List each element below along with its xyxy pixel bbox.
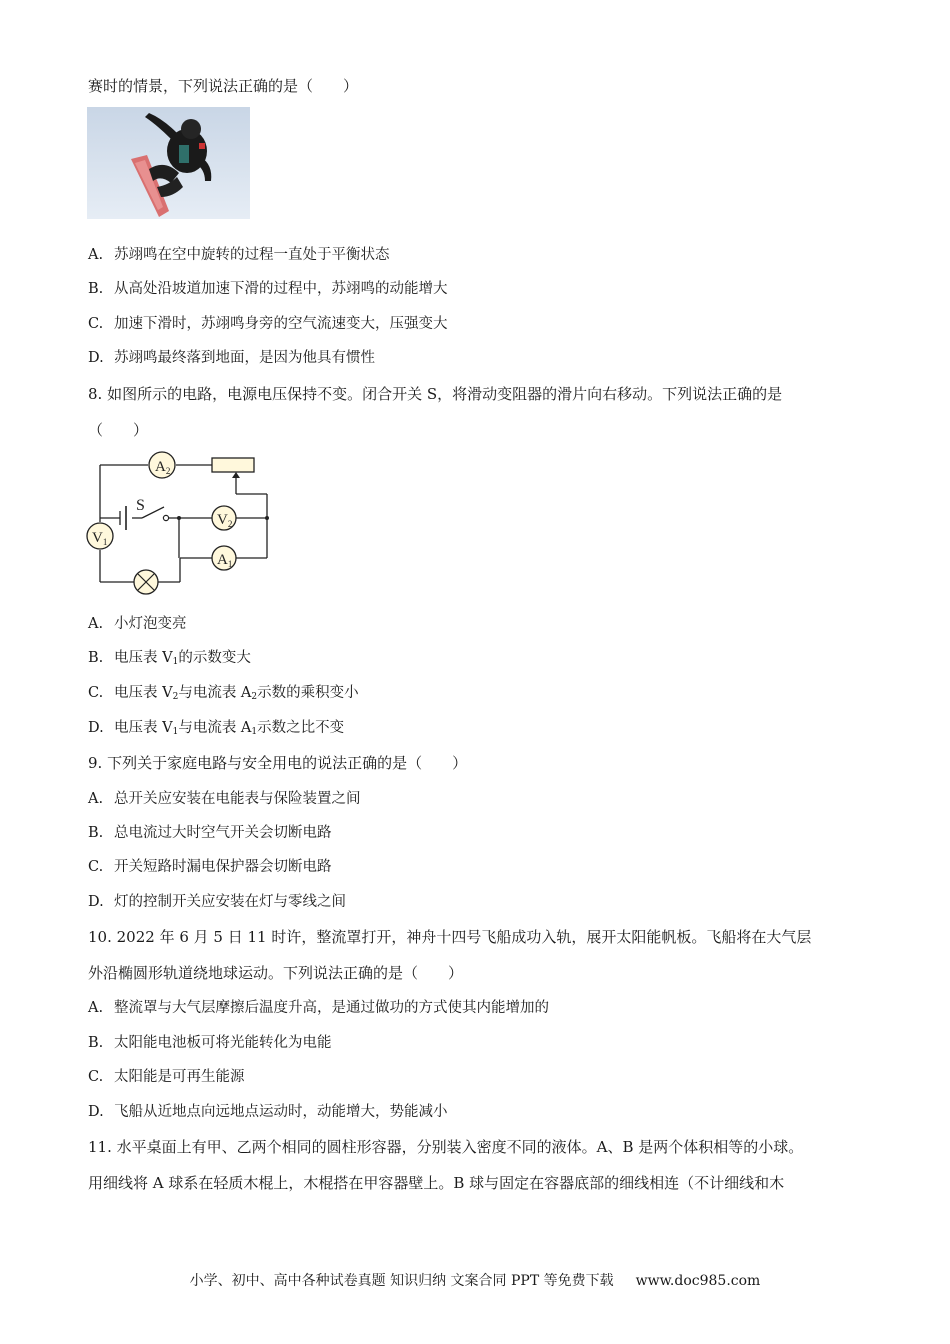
q11-stem-line1: 11. 水平桌面上有甲、乙两个相同的圆柱形容器，分别装入密度不同的液体。A、B 是两个体积相等的小球。: [88, 1138, 804, 1156]
q7-stem-tail: 赛时的情景，下列说法正确的是（ ）: [88, 77, 359, 95]
q9-option-b: B. 总电流过大时空气开关会切断电路: [88, 825, 332, 841]
voltmeter-v1-label: V: [92, 530, 103, 546]
q11-stem-line2: 用细线将 A 球系在轻质木棍上，木棍搭在甲容器壁上。B 球与固定在容器底部的细线相连（不计细线和木: [88, 1174, 785, 1192]
ammeter-a1-label: A: [217, 552, 228, 568]
q8-option-a: A. 小灯泡变亮: [88, 616, 187, 632]
q7-option-a: A. 苏翊鸣在空中旋转的过程一直处于平衡状态: [88, 247, 390, 263]
circuit-diagram: [84, 448, 274, 596]
q7-option-c: C. 加速下滑时，苏翊鸣身旁的空气流速变大，压强变大: [88, 316, 448, 332]
q9-option-a: A. 总开关应安装在电能表与保险装置之间: [88, 791, 361, 807]
q8-option-d: D. 电压表 $V_1$与电流表 $A_1$示数之比不变: [88, 720, 345, 737]
q7-option-b: B. 从高处沿坡道加速下滑的过程中，苏翊鸣的动能增大: [88, 281, 448, 297]
q8-stem: 8. 如图所示的电路，电源电压保持不变。闭合开关 S，将滑动变阻器的滑片向右移动。下列说法正确的是: [88, 385, 783, 403]
svg-text:V2: $V_2$: [217, 512, 233, 529]
footer-text: 小学、初中、高中各种试卷真题 知识归纳 文案合同 PPT 等免费下载: [189, 1273, 614, 1289]
snowboarder-photo: [87, 107, 250, 219]
switch-label: S: [136, 497, 145, 514]
footer-url[interactable]: www.doc985.com: [635, 1273, 761, 1289]
q8-paren: （ ）: [88, 421, 149, 439]
q9-stem: 9. 下列关于家庭电路与安全用电的说法正确的是（ ）: [88, 754, 468, 772]
voltmeter-v2-label: V: [217, 512, 228, 528]
q10-option-a: A. 整流罩与大气层摩擦后温度升高，是通过做功的方式使其内能增加的: [88, 1000, 549, 1016]
svg-text:A1: $A_1$: [217, 552, 233, 569]
q10-option-b: B. 太阳能电池板可将光能转化为电能: [88, 1035, 332, 1051]
q8-option-b: B. 电压表 $V_1$的示数变大: [88, 650, 251, 667]
q10-option-d: D. 飞船从近地点向远地点运动时，动能增大，势能减小: [88, 1104, 448, 1120]
ammeter-a2-label: A: [155, 459, 166, 475]
svg-text:A2: $A_2$: [155, 459, 171, 476]
q10-stem-line2: 外沿椭圆形轨道绕地球运动。下列说法正确的是（ ）: [88, 964, 464, 982]
q7-option-d: D. 苏翊鸣最终落到地面，是因为他具有惯性: [88, 350, 375, 366]
q10-stem-line1: 10. 2022 年 6 月 5 日 11 时许，整流罩打开，神舟十四号飞船成功入轨，展开太阳能帆板。飞船将在大气层: [88, 928, 812, 946]
q10-option-c: C. 太阳能是可再生能源: [88, 1069, 245, 1085]
q9-option-c: C. 开关短路时漏电保护器会切断电路: [88, 859, 332, 875]
q9-option-d: D. 灯的控制开关应安装在灯与零线之间: [88, 894, 346, 910]
page-footer: [0, 1270, 950, 1290]
svg-text:V1: $V_1$: [92, 530, 108, 547]
q8-option-c: C. 电压表 $V_2$与电流表 $A_2$示数的乘积变小: [88, 685, 359, 702]
